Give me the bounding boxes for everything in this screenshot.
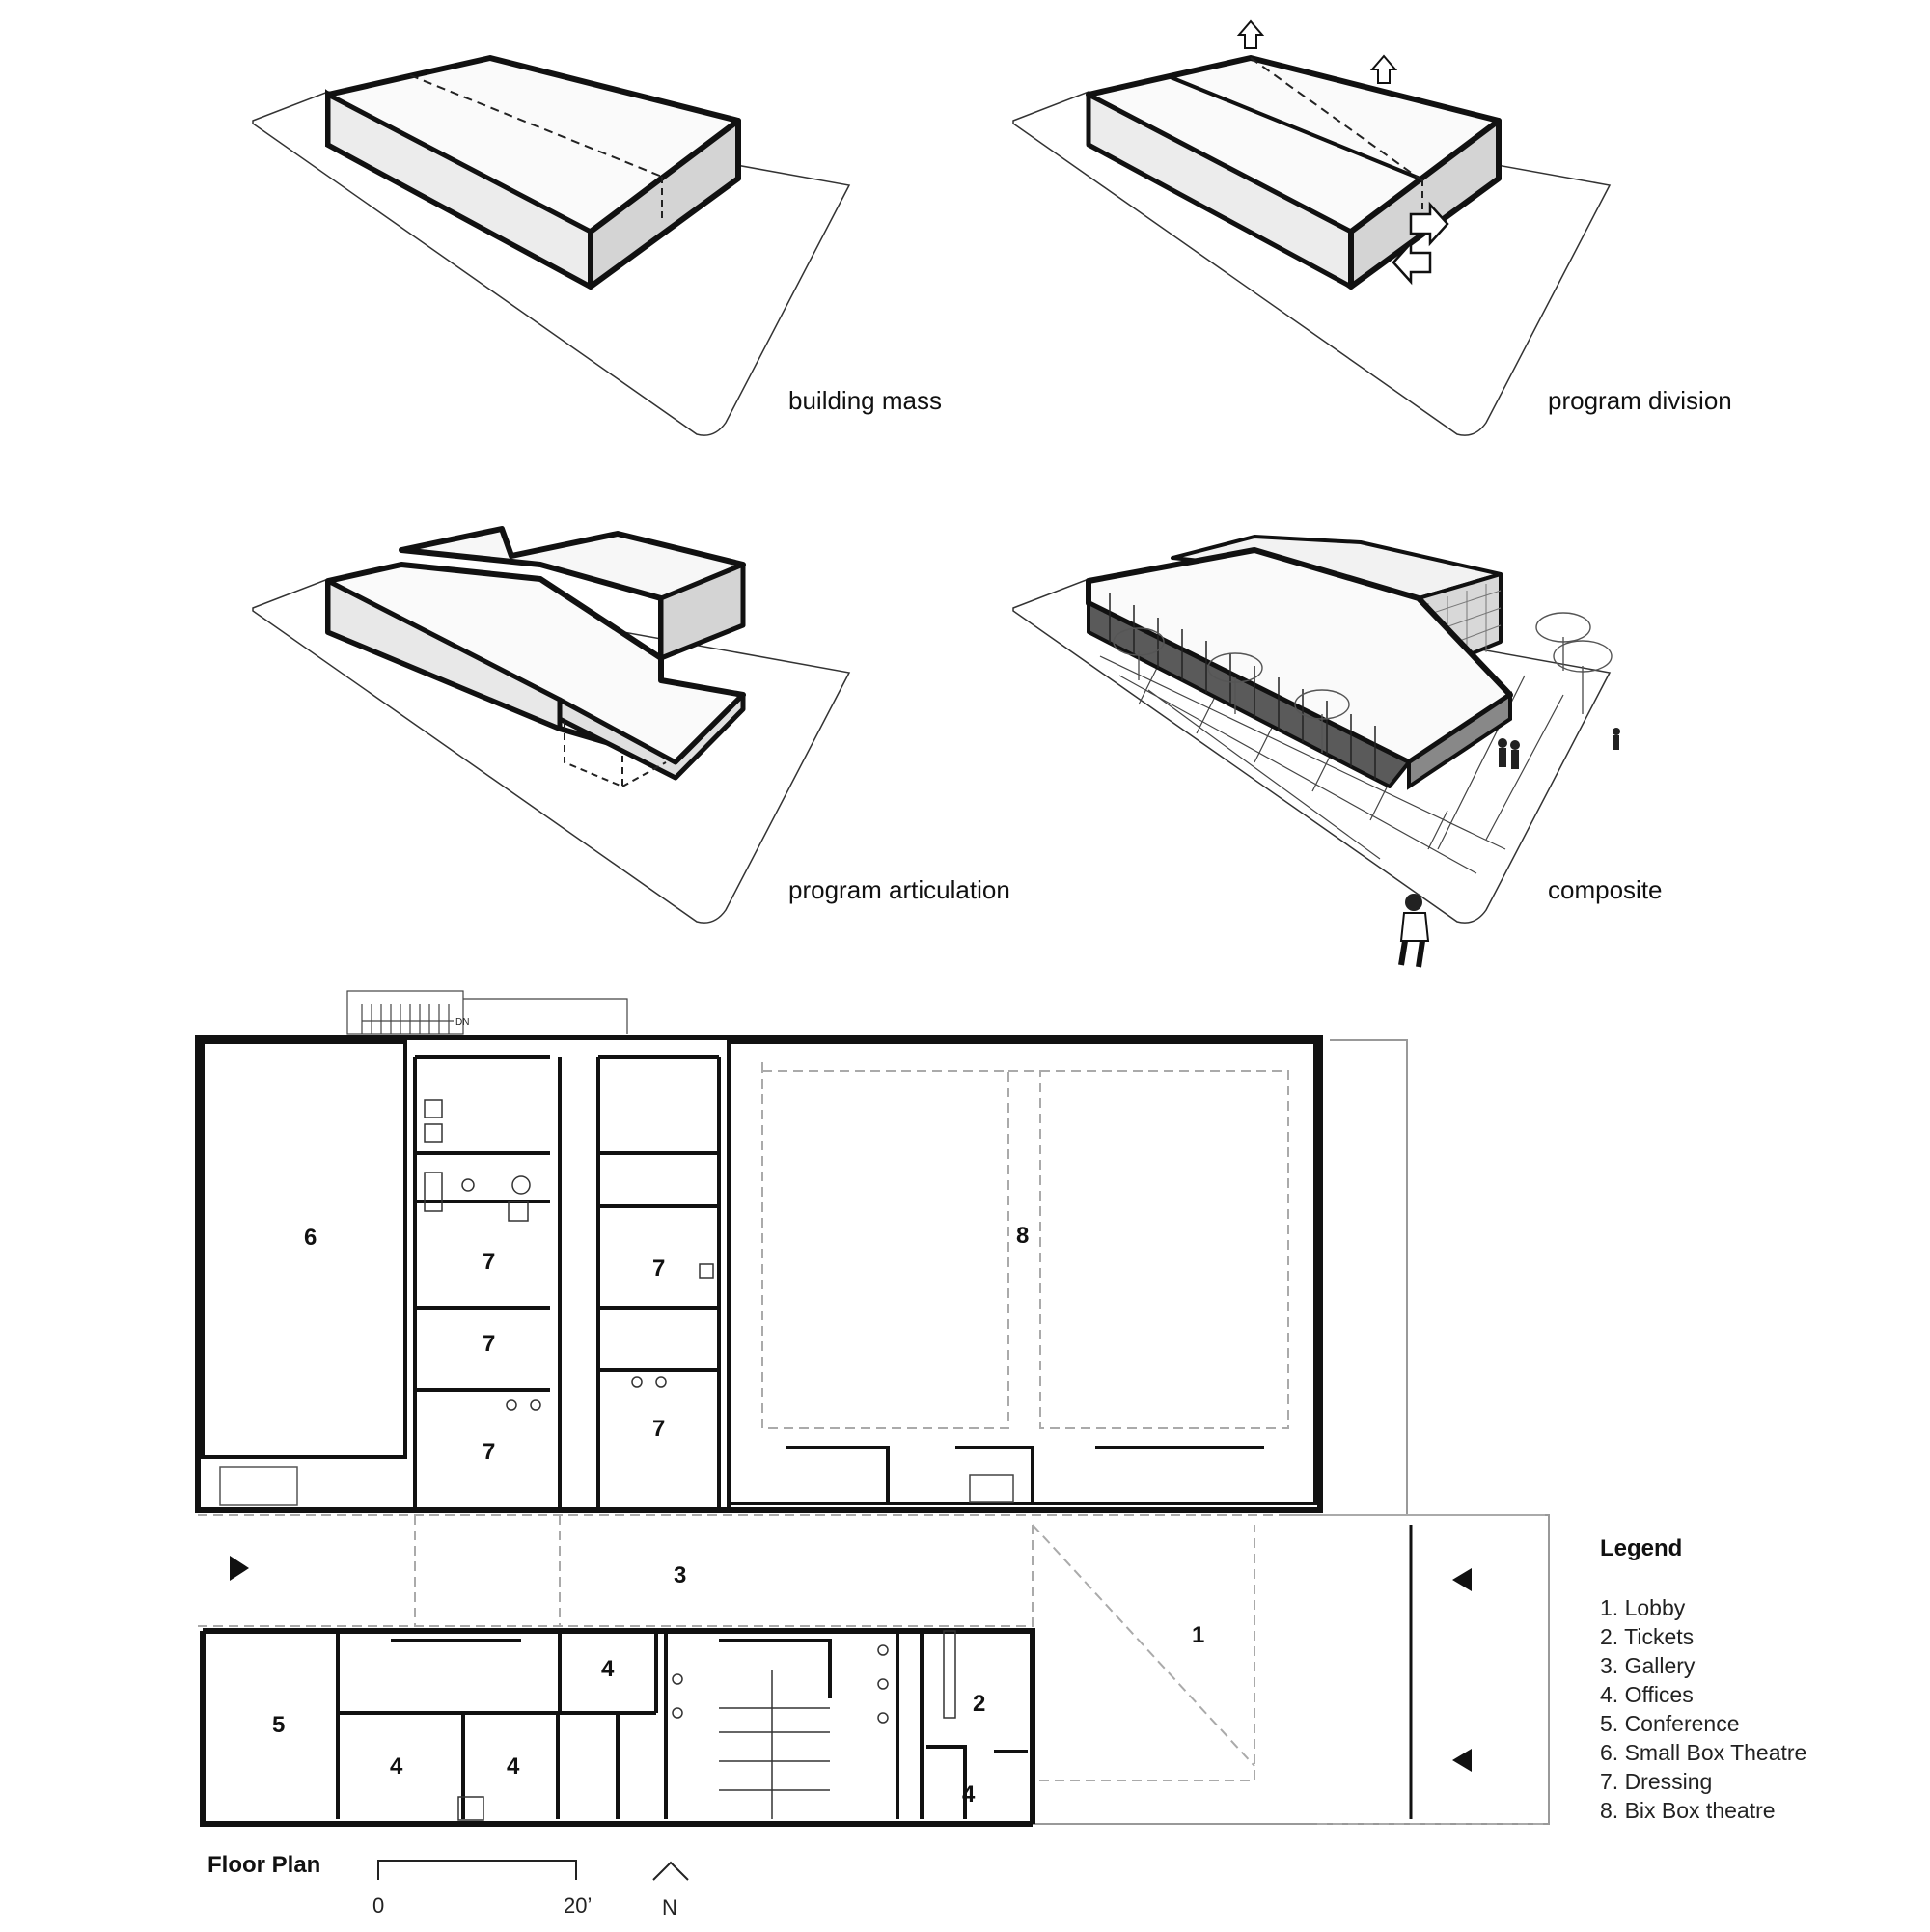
diagram-program-articulation [253,529,1010,923]
legend-item: 6. Small Box Theatre [1600,1740,1807,1765]
entry-arrow-icon [1452,1568,1472,1591]
caption-program-division: program division [1548,386,1732,415]
floor-plan [198,991,1549,1919]
caption-composite: composite [1548,875,1663,904]
legend-item: 5. Conference [1600,1711,1740,1736]
room-number: 7 [482,1331,496,1357]
entry-arrow-icon [230,1556,249,1581]
scale-label-start: 0 [372,1893,385,1918]
person-icon [1498,728,1620,769]
gallery-dashed-divisions [415,1515,1254,1780]
caption-program-articulation: program articulation [788,875,1010,904]
room-number: 7 [652,1256,666,1282]
legend-item: 3. Gallery [1600,1653,1696,1678]
north-label: N [662,1895,677,1919]
room-number: 6 [304,1225,317,1251]
up-arrow-icon [1372,56,1395,83]
room-number: 8 [1016,1223,1030,1249]
legend-item: 7. Dressing [1600,1769,1713,1794]
room-number: 5 [272,1712,286,1738]
up-arrow-icon [1239,21,1262,48]
room-number: 4 [390,1753,403,1780]
dressing-fixtures [425,1100,713,1410]
stair-dn-label: DN [455,1017,470,1028]
scale-label-end: 20’ [564,1893,593,1918]
caption-building-mass: building mass [788,386,942,415]
north-arrow-icon [653,1863,688,1880]
dressing-walls [415,1057,729,1510]
diagram-program-division [1013,21,1732,435]
legend [1600,1535,1806,1823]
south-partitions [338,1631,1028,1819]
room-number: 3 [674,1562,687,1588]
canopy-dashed [1288,1515,1549,1824]
floor-plan-title: Floor Plan [207,1852,321,1878]
diagram-composite [1013,537,1663,967]
restroom-stalls [673,1631,955,1819]
walking-person-icon [1401,894,1428,967]
legend-item: 1. Lobby [1600,1595,1686,1620]
legend-title: Legend [1600,1535,1683,1561]
room-number: 7 [652,1416,666,1442]
room-number: 4 [601,1656,615,1682]
stair-small [220,1467,297,1505]
legend-item: 8. Bix Box theatre [1600,1798,1776,1823]
room-number: 7 [482,1439,496,1465]
legend-item: 2. Tickets [1600,1624,1695,1649]
exterior-stair [347,991,627,1034]
entry-arrow-icon [1452,1749,1472,1772]
room-number: 2 [973,1691,986,1717]
room-number: 4 [962,1781,976,1808]
room-big-box-theatre [729,1042,1315,1504]
diagram-building-mass [253,58,942,435]
scale-bar [378,1861,576,1880]
room-number: 1 [1192,1622,1205,1648]
legend-item: 4. Offices [1600,1682,1694,1707]
room-number: 7 [482,1249,496,1275]
room-number: 4 [507,1753,520,1780]
gallery-outline [198,1515,1544,1626]
